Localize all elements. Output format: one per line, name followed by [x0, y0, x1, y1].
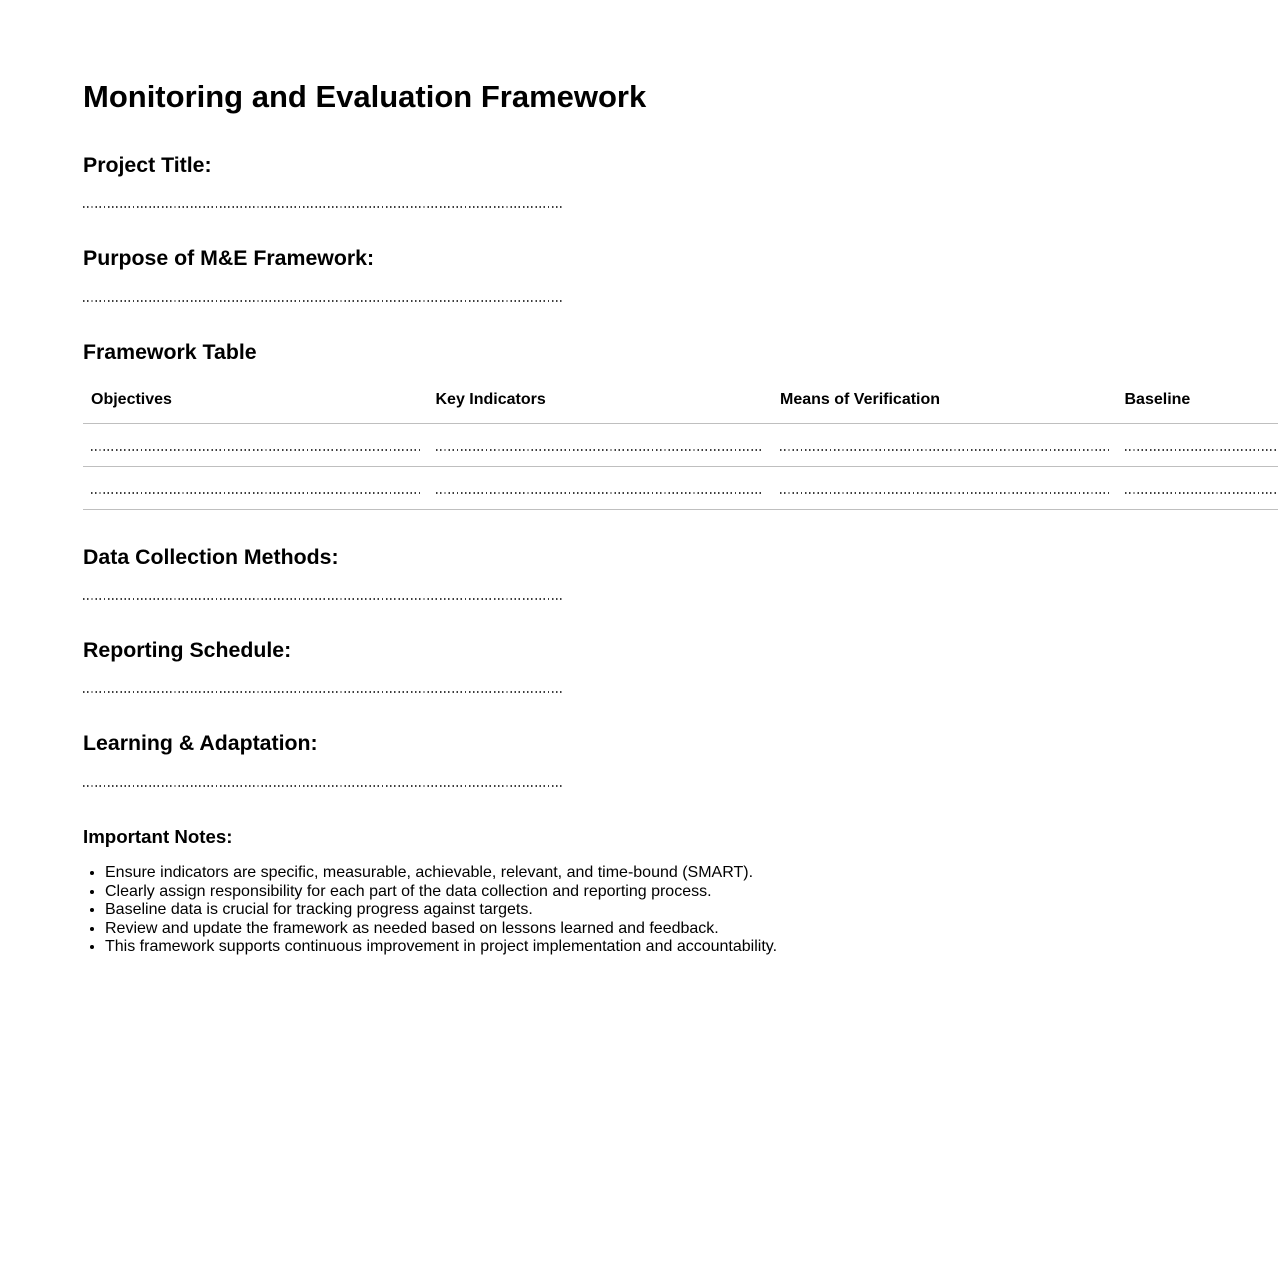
table-cell	[83, 466, 428, 509]
fill-in-line-project-title	[83, 206, 562, 208]
fill-in-line-cell	[436, 479, 765, 497]
column-header-key-indicators: Key Indicators	[428, 382, 773, 423]
table-row	[83, 423, 1278, 466]
section-label-framework-table: Framework Table	[83, 339, 257, 364]
note-item: • Review and update the framework as needed based on lessons learned and feedback.	[105, 920, 1278, 938]
table-cell	[1117, 423, 1278, 466]
fill-in-line-reporting-schedule	[83, 691, 562, 693]
fill-in-line-cell	[436, 436, 765, 454]
fill-in-line-data-collection	[83, 598, 562, 600]
fill-in-line-cell	[780, 479, 1109, 497]
table-cell	[83, 423, 428, 466]
section-label-reporting-schedule: Reporting Schedule:	[83, 637, 292, 662]
table-cell	[428, 466, 773, 509]
fill-in-line-purpose	[83, 300, 562, 302]
note-item: • Ensure indicators are specific, measurable, achievable, relevant, and time-bound (SMART).	[105, 864, 1278, 882]
notes-list	[83, 864, 1278, 956]
notes-heading: Important Notes:	[83, 825, 233, 847]
table-header-row	[83, 382, 1278, 423]
column-header-means-of-verification: Means of Verification	[772, 382, 1117, 423]
fill-in-line-cell	[91, 479, 420, 497]
table-cell	[772, 423, 1117, 466]
table-cell	[1117, 466, 1278, 509]
section-label-learning-adaptation: Learning & Adaptation:	[83, 731, 318, 756]
note-item: • This framework supports continuous improvement in project implementation and accountability.	[105, 938, 1278, 956]
fill-in-line-cell	[91, 436, 420, 454]
section-label-data-collection-methods: Data Collection Methods:	[83, 544, 339, 569]
fill-in-line-learning-adaptation	[83, 785, 562, 787]
note-item: • Baseline data is crucial for tracking progress against targets.	[105, 901, 1278, 919]
column-header-objectives: Objectives	[83, 382, 428, 423]
framework-table-container	[83, 382, 1278, 509]
note-item: • Clearly assign responsibility for each part of the data collection and reporting process.	[105, 883, 1278, 901]
fill-in-line-cell	[1125, 479, 1278, 497]
fill-in-line-cell	[1125, 436, 1278, 454]
framework-table	[83, 382, 1278, 509]
table-cell	[428, 423, 773, 466]
fill-in-line-cell	[780, 436, 1109, 454]
section-label-project-title: Project Title:	[83, 152, 212, 177]
page-title: Monitoring and Evaluation Framework	[83, 79, 647, 114]
section-label-purpose: Purpose of M&E Framework:	[83, 246, 375, 271]
table-cell	[772, 466, 1117, 509]
table-row	[83, 466, 1278, 509]
column-header-baseline: Baseline	[1117, 382, 1278, 423]
